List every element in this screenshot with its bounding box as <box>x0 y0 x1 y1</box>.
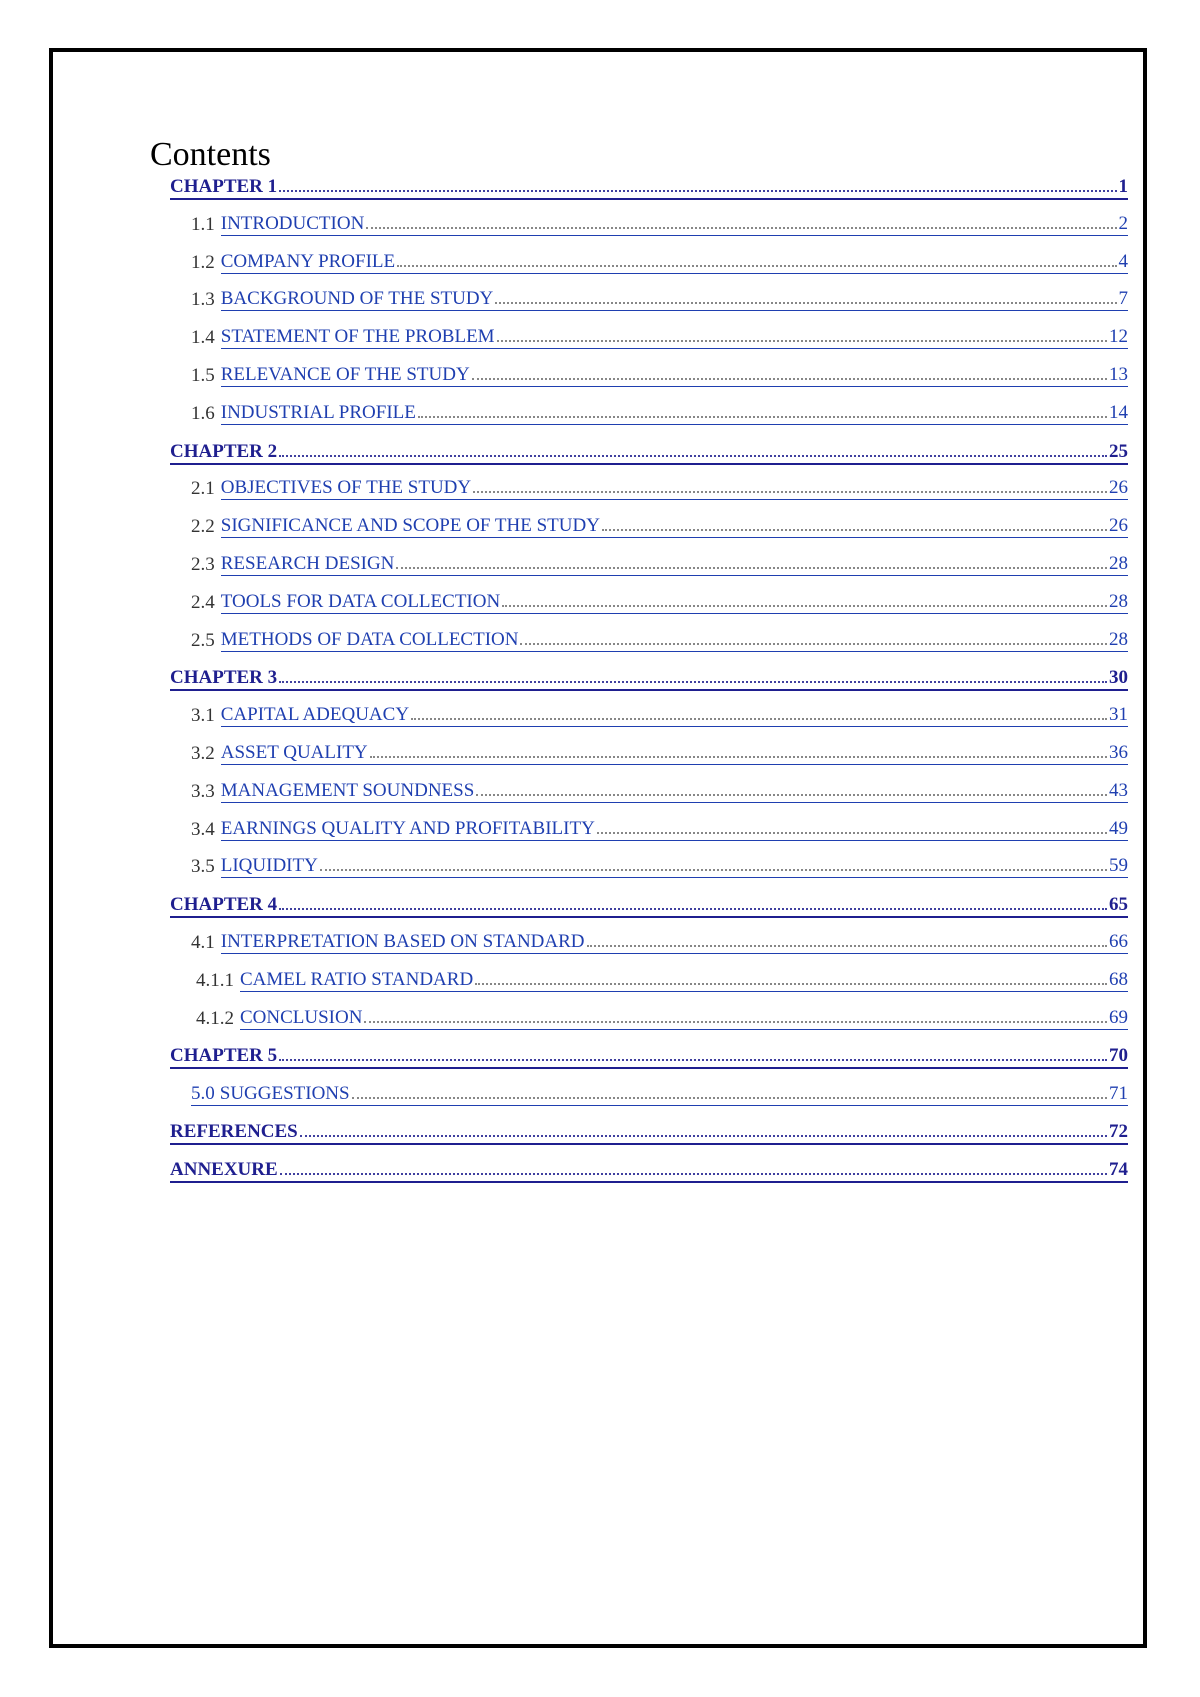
toc-section-link[interactable] <box>191 283 1128 311</box>
toc-link-body[interactable] <box>221 213 1128 236</box>
toc-entry-title: INDUSTRIAL PROFILE <box>220 401 416 423</box>
toc-entry-title: ANNEXURE <box>170 1158 278 1180</box>
dot-leader <box>396 566 1107 569</box>
dot-leader <box>520 642 1107 645</box>
toc-link-body[interactable] <box>221 288 1128 311</box>
contents-heading: Contents <box>150 136 271 173</box>
toc-entry-page-number: 49 <box>1109 817 1128 839</box>
toc-chapter-link[interactable] <box>170 1153 1128 1183</box>
toc-entry-page-number: 68 <box>1109 968 1128 990</box>
toc-link-body[interactable] <box>221 742 1128 765</box>
toc-entry-page-number: 26 <box>1109 515 1128 537</box>
toc-link-body[interactable] <box>221 364 1128 387</box>
dot-leader <box>279 907 1107 910</box>
toc-entry-title: STATEMENT OF THE PROBLEM <box>220 326 495 348</box>
toc-entry-number: 2.1 <box>191 478 215 500</box>
toc-link-body[interactable] <box>221 591 1128 614</box>
toc-entry-title: MANAGEMENT SOUNDNESS <box>220 779 475 801</box>
dot-leader <box>602 528 1107 531</box>
toc-entry-number: 4.1.2 <box>196 1007 234 1029</box>
toc-chapter-link[interactable] <box>170 1039 1128 1069</box>
toc-section-link[interactable] <box>191 737 1128 765</box>
toc-link-body[interactable] <box>221 704 1128 727</box>
toc-entry-number: 1.5 <box>191 365 215 386</box>
toc-entry-number: 2.2 <box>191 516 215 538</box>
toc-entry-title: BACKGROUND OF THE STUDY <box>220 288 494 310</box>
toc-entry-title: INTERPRETATION BASED ON STANDARD <box>220 931 585 952</box>
toc-section-link[interactable] <box>191 548 1128 576</box>
toc-entry-title: COMPANY PROFILE <box>220 250 396 272</box>
toc-entry-number: 3.2 <box>191 743 215 764</box>
toc-entry-page-number: 69 <box>1109 1006 1128 1028</box>
toc-entry-page-number: 74 <box>1109 1158 1128 1180</box>
toc-link-body[interactable] <box>221 402 1128 425</box>
toc-entry-number: 2.4 <box>191 591 215 613</box>
toc-section-link[interactable] <box>191 246 1128 274</box>
toc-entry-page-number: 30 <box>1109 667 1128 689</box>
toc-entry-page-number: 28 <box>1109 590 1128 612</box>
toc-entry-page-number: 65 <box>1109 894 1128 916</box>
toc-entry-number: 3.4 <box>191 818 215 840</box>
dot-leader <box>279 1058 1107 1061</box>
toc-entry-number: 1.6 <box>191 402 215 424</box>
toc-entry-title: CAPITAL ADEQUACY <box>220 704 410 726</box>
dot-leader <box>418 415 1107 418</box>
toc-entry-title: SIGNIFICANCE AND SCOPE OF THE STUDY <box>220 515 600 537</box>
toc-chapter-link[interactable] <box>170 435 1128 465</box>
toc-entry-page-number: 12 <box>1109 326 1128 348</box>
toc-entry-number: 4.1.1 <box>196 969 234 991</box>
toc-section-link[interactable] <box>191 510 1128 538</box>
toc-link-body[interactable] <box>221 326 1128 349</box>
dot-leader <box>476 793 1107 796</box>
toc-link-body[interactable] <box>221 780 1128 803</box>
dot-leader <box>320 868 1107 871</box>
toc-entry-number: 1.4 <box>191 327 215 349</box>
toc-entry-number: 2.3 <box>191 554 215 575</box>
dot-leader <box>397 264 1116 267</box>
toc-entry-number: 3.1 <box>191 705 215 727</box>
toc-entry-page-number: 71 <box>1109 1083 1128 1105</box>
toc-link-body[interactable] <box>221 251 1128 274</box>
toc-section-link[interactable] <box>196 964 1128 992</box>
toc-entry-title: ASSET QUALITY <box>220 742 368 763</box>
toc-section-link[interactable] <box>191 850 1128 878</box>
toc-entry-title: CONCLUSION <box>240 1006 363 1028</box>
toc-entry-title: RELEVANCE OF THE STUDY <box>220 364 470 385</box>
dot-leader <box>370 755 1107 758</box>
toc-section-link[interactable] <box>196 1002 1128 1030</box>
toc-entry-page-number: 28 <box>1109 553 1128 574</box>
toc-section-link[interactable] <box>191 1077 1128 1106</box>
toc-entry-page-number: 4 <box>1118 250 1128 272</box>
toc-section-link[interactable] <box>191 397 1128 425</box>
toc-entry-page-number: 14 <box>1109 401 1128 423</box>
toc-link-body[interactable] <box>221 818 1128 841</box>
toc-entry-page-number: 43 <box>1109 779 1128 801</box>
toc-entry-number: 1.3 <box>191 289 215 311</box>
toc-link-body[interactable] <box>240 969 1128 992</box>
toc-chapter-link[interactable] <box>170 170 1128 200</box>
toc-link-body[interactable] <box>221 515 1128 538</box>
toc-entry-page-number: 36 <box>1109 742 1128 763</box>
toc-entry-page-number: 59 <box>1109 855 1128 877</box>
toc-entry-number: 1.1 <box>191 213 215 235</box>
toc-section-link[interactable] <box>191 359 1128 387</box>
dot-leader <box>364 1020 1107 1023</box>
toc-entry-number: 1.2 <box>191 251 215 273</box>
dot-leader <box>366 226 1116 229</box>
toc-entry-number: 5.0 <box>191 1083 215 1105</box>
dot-leader <box>279 680 1107 683</box>
toc-chapter-link[interactable] <box>170 1115 1128 1145</box>
toc-entry-number: 4.1 <box>191 932 215 953</box>
dot-leader <box>300 1134 1107 1137</box>
toc-entry-number: 3.3 <box>191 780 215 802</box>
dot-leader <box>279 189 1116 192</box>
toc-link-body[interactable] <box>221 855 1128 878</box>
toc-section-link[interactable] <box>191 775 1128 803</box>
toc-entry-page-number: 2 <box>1118 212 1128 234</box>
toc-entry-number: 2.5 <box>191 629 215 651</box>
toc-entry-title: OBJECTIVES OF THE STUDY <box>220 477 472 499</box>
dot-leader <box>472 377 1107 380</box>
toc-entry-title: INTRODUCTION <box>220 212 365 234</box>
toc-section-link[interactable] <box>191 321 1128 349</box>
toc-entry-page-number: 1 <box>1118 176 1128 197</box>
toc-entry-title: RESEARCH DESIGN <box>220 553 395 574</box>
toc-entry-page-number: 13 <box>1109 364 1128 385</box>
toc-entry-page-number: 25 <box>1109 440 1128 462</box>
toc-entry-page-number: 26 <box>1109 477 1128 499</box>
toc-section-link[interactable] <box>191 472 1128 500</box>
toc-entry-title: CAMEL RATIO STANDARD <box>240 968 474 990</box>
toc-entry-title: EARNINGS QUALITY AND PROFITABILITY <box>220 817 595 839</box>
toc-entry-title: CHAPTER 2 <box>170 440 278 462</box>
toc-entry-title: REFERENCES <box>170 1121 298 1142</box>
toc-section-link[interactable] <box>191 699 1128 727</box>
toc-chapter-link[interactable] <box>170 661 1128 691</box>
toc-entry-title: SUGGESTIONS <box>219 1083 350 1105</box>
toc-link-body[interactable] <box>221 477 1128 500</box>
toc-entry-title: CHAPTER 4 <box>170 894 278 916</box>
dot-leader <box>587 944 1107 947</box>
toc-chapter-link[interactable] <box>170 888 1128 918</box>
toc-section-link[interactable] <box>191 586 1128 614</box>
toc-entry-title: LIQUIDITY <box>220 855 318 877</box>
dot-leader <box>475 982 1107 985</box>
toc-entry-page-number: 28 <box>1109 628 1128 650</box>
toc-entry-number: 3.5 <box>191 856 215 878</box>
toc-section-link[interactable] <box>191 813 1128 841</box>
toc-entry-page-number: 72 <box>1109 1121 1128 1142</box>
toc-section-link[interactable] <box>191 926 1128 954</box>
toc-entry-title: CHAPTER 3 <box>170 667 278 689</box>
toc-entry-page-number: 7 <box>1118 288 1128 310</box>
toc-section-link[interactable] <box>191 624 1128 652</box>
toc-link-body[interactable] <box>221 629 1128 652</box>
dot-leader <box>473 490 1107 493</box>
dot-leader <box>495 301 1116 304</box>
toc-section-link[interactable] <box>191 208 1128 236</box>
dot-leader <box>279 454 1107 457</box>
toc-link-body[interactable] <box>221 553 1128 576</box>
dot-leader <box>502 604 1107 607</box>
toc-entry-title: TOOLS FOR DATA COLLECTION <box>220 590 501 612</box>
dot-leader <box>280 1172 1107 1175</box>
toc-link-body[interactable] <box>221 931 1128 954</box>
toc-link-body[interactable] <box>240 1007 1128 1030</box>
toc-entry-page-number: 66 <box>1109 931 1128 952</box>
dot-leader <box>497 339 1107 342</box>
toc-entry-title: METHODS OF DATA COLLECTION <box>220 628 519 650</box>
toc-entry-title: CHAPTER 5 <box>170 1045 278 1067</box>
toc-entry-title: CHAPTER 1 <box>170 176 278 197</box>
dot-leader <box>411 717 1107 720</box>
toc-entry-page-number: 70 <box>1109 1045 1128 1067</box>
toc-entry-page-number: 31 <box>1109 704 1128 726</box>
dot-leader <box>597 831 1107 834</box>
dot-leader <box>352 1096 1107 1099</box>
